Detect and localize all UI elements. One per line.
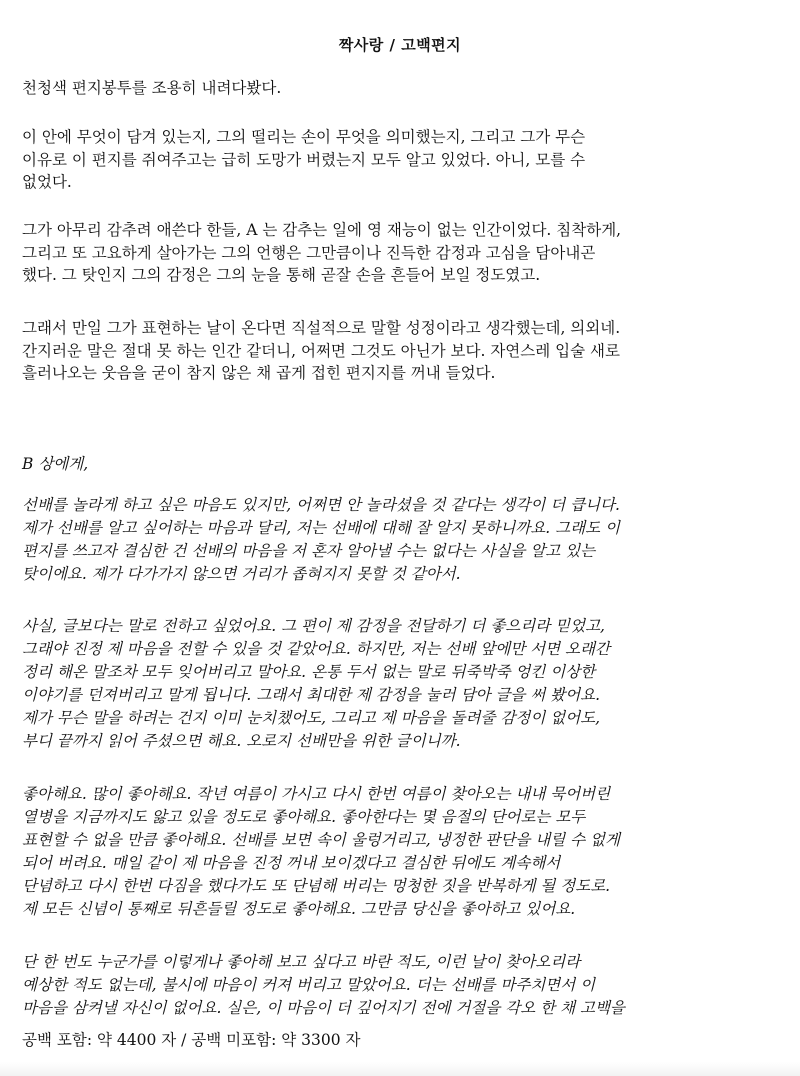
letter-paragraph (22, 783, 792, 921)
text-line: 열병을 지금까지도 앓고 있을 정도로 좋아해요. 좋아한다는 몇 음절의 단어로는 모두 (22, 808, 586, 826)
narrative-paragraph (22, 77, 792, 100)
text-line: 탓이에요. 제가 다가가지 않으면 거리가 좁혀지지 못할 것 같아서. (22, 565, 461, 583)
text-line: 좋아해요. 많이 좋아해요. 작년 여름이 가시고 다시 한번 여름이 찾아오는 내내 묵어버린 (22, 785, 611, 803)
text-line: 제 모든 신념이 통째로 뒤흔들릴 정도로 좋아해요. 그만큼 당신을 좋아하고 있어요. (22, 900, 576, 918)
narrative-paragraph (22, 317, 792, 385)
text-line: 이유로 이 편지를 쥐여주고는 급히 도망가 버렸는지 모두 알고 있었다. 아니, 모를 수 (22, 150, 586, 169)
text-line: 제가 선배를 알고 싶어하는 마음과 달리, 저는 선배에 대해 잘 알지 못하니까요. 그래도 이 (22, 519, 620, 537)
text-line: 제가 무슨 말을 하려는 건지 이미 눈치챘어도, 그리고 제 마음을 돌려줄 감정이 없어도, (22, 709, 601, 727)
text-line: 그리고 또 고요하게 살아가는 그의 언행은 그만큼이나 진득한 감정과 고심을 담아내곤 (22, 243, 596, 262)
text-line: 간지러운 말은 절대 못 하는 인간 같더니, 어쩌면 그것도 아닌가 보다. 자연스레 입술 새로 (22, 341, 620, 360)
text-line: 편지를 쓰고자 결심한 건 선배의 마음을 저 혼자 알아낼 수는 없다는 사실을 알고 있는 (22, 542, 596, 560)
text-line: 단 한 번도 누군가를 이렇게나 좋아해 보고 싶다고 바란 적도, 이런 날이 찾아오리라 (22, 953, 581, 971)
text-line: 없었다. (22, 173, 72, 191)
text-line: 그래서 만일 그가 표현하는 날이 온다면 직설적으로 말할 성정이라고 생각했는데, 의외네. (22, 319, 621, 337)
narrative-paragraph (22, 126, 792, 194)
letter-salutation (22, 453, 792, 476)
text-line: 표현할 수 없을 만큼 좋아해요. 선배를 보면 속이 울렁거리고, 냉정한 판단을 내릴 수 없게 (22, 831, 620, 849)
text-line: 되어 버려요. 매일 같이 제 마음을 진정 꺼내 보이겠다고 결심한 뒤에도 계속해서 (22, 854, 561, 872)
text-line: 정리 해온 말조차 모두 잊어버리고 말아요. 온통 두서 없는 말로 뒤죽박죽 엉킨 이상한 (22, 663, 596, 681)
text-line: 마음을 삼켜낼 자신이 없어요. 실은, 이 마음이 더 깊어지기 전에 거절을 각오 한 채 고백을 (22, 999, 625, 1017)
letter-paragraph (22, 951, 792, 1020)
text-line: 예상한 적도 없는데, 불시에 마음이 커져 버리고 말았어요. 더는 선배를 마주치면서 이 (22, 976, 596, 994)
character-count: 공백 포함: 약 4400 자 / 공백 미포함: 약 3300 자 (22, 1031, 361, 1049)
text-line: 이야기를 던져버리고 말게 됩니다. 그래서 최대한 제 감정을 눌러 담아 글을 써 봤어요. (22, 686, 601, 704)
text-line: 했다. 그 탓인지 그의 감정은 그의 눈을 통해 곧잘 손을 흔들어 보일 정도였고. (22, 266, 541, 284)
text-line: 사실, 글보다는 말로 전하고 싶었어요. 그 편이 제 감정을 전달하기 더 좋으리라 믿었고, (22, 617, 605, 635)
text-line: 그가 아무리 감추려 애쓴다 한들, A 는 감추는 일에 영 재능이 없는 인간이었다. 침착하게, (22, 221, 622, 239)
text-line: 단념하고 다시 한번 다짐을 했다가도 또 단념해 버리는 멍청한 짓을 반복하게 될 정도로. (22, 877, 611, 895)
page-bottom-edge (0, 1062, 800, 1076)
text-line: 그래야 진정 제 마음을 전할 수 있을 것 같았어요. 하지만, 저는 선배 앞에만 서면 오래간 (22, 640, 610, 658)
letter-paragraph (22, 494, 792, 586)
text-line: 흘러나오는 웃음을 굳이 참지 않은 채 곱게 접힌 편지지를 꺼내 들었다. (22, 364, 496, 382)
text-line: 선배를 놀라게 하고 싶은 마음도 있지만, 어쩌면 안 놀라셨을 것 같다는 생각이 더 큽니다. (22, 496, 620, 514)
document-title: 짝사랑 / 고백편지 (338, 36, 462, 54)
text-line: 부디 끝까지 읽어 주셨으면 해요. 오로지 선배만을 위한 글이니까. (22, 732, 461, 750)
text-line: 이 안에 무엇이 담겨 있는지, 그의 떨리는 손이 무엇을 의미했는지, 그리고 그가 무슨 (22, 128, 586, 146)
text-line: 천청색 편지봉투를 조용히 내려다봤다. (22, 79, 282, 97)
letter-paragraph (22, 615, 792, 753)
text-line: B 상에게, (22, 455, 89, 473)
narrative-paragraph (22, 219, 792, 287)
